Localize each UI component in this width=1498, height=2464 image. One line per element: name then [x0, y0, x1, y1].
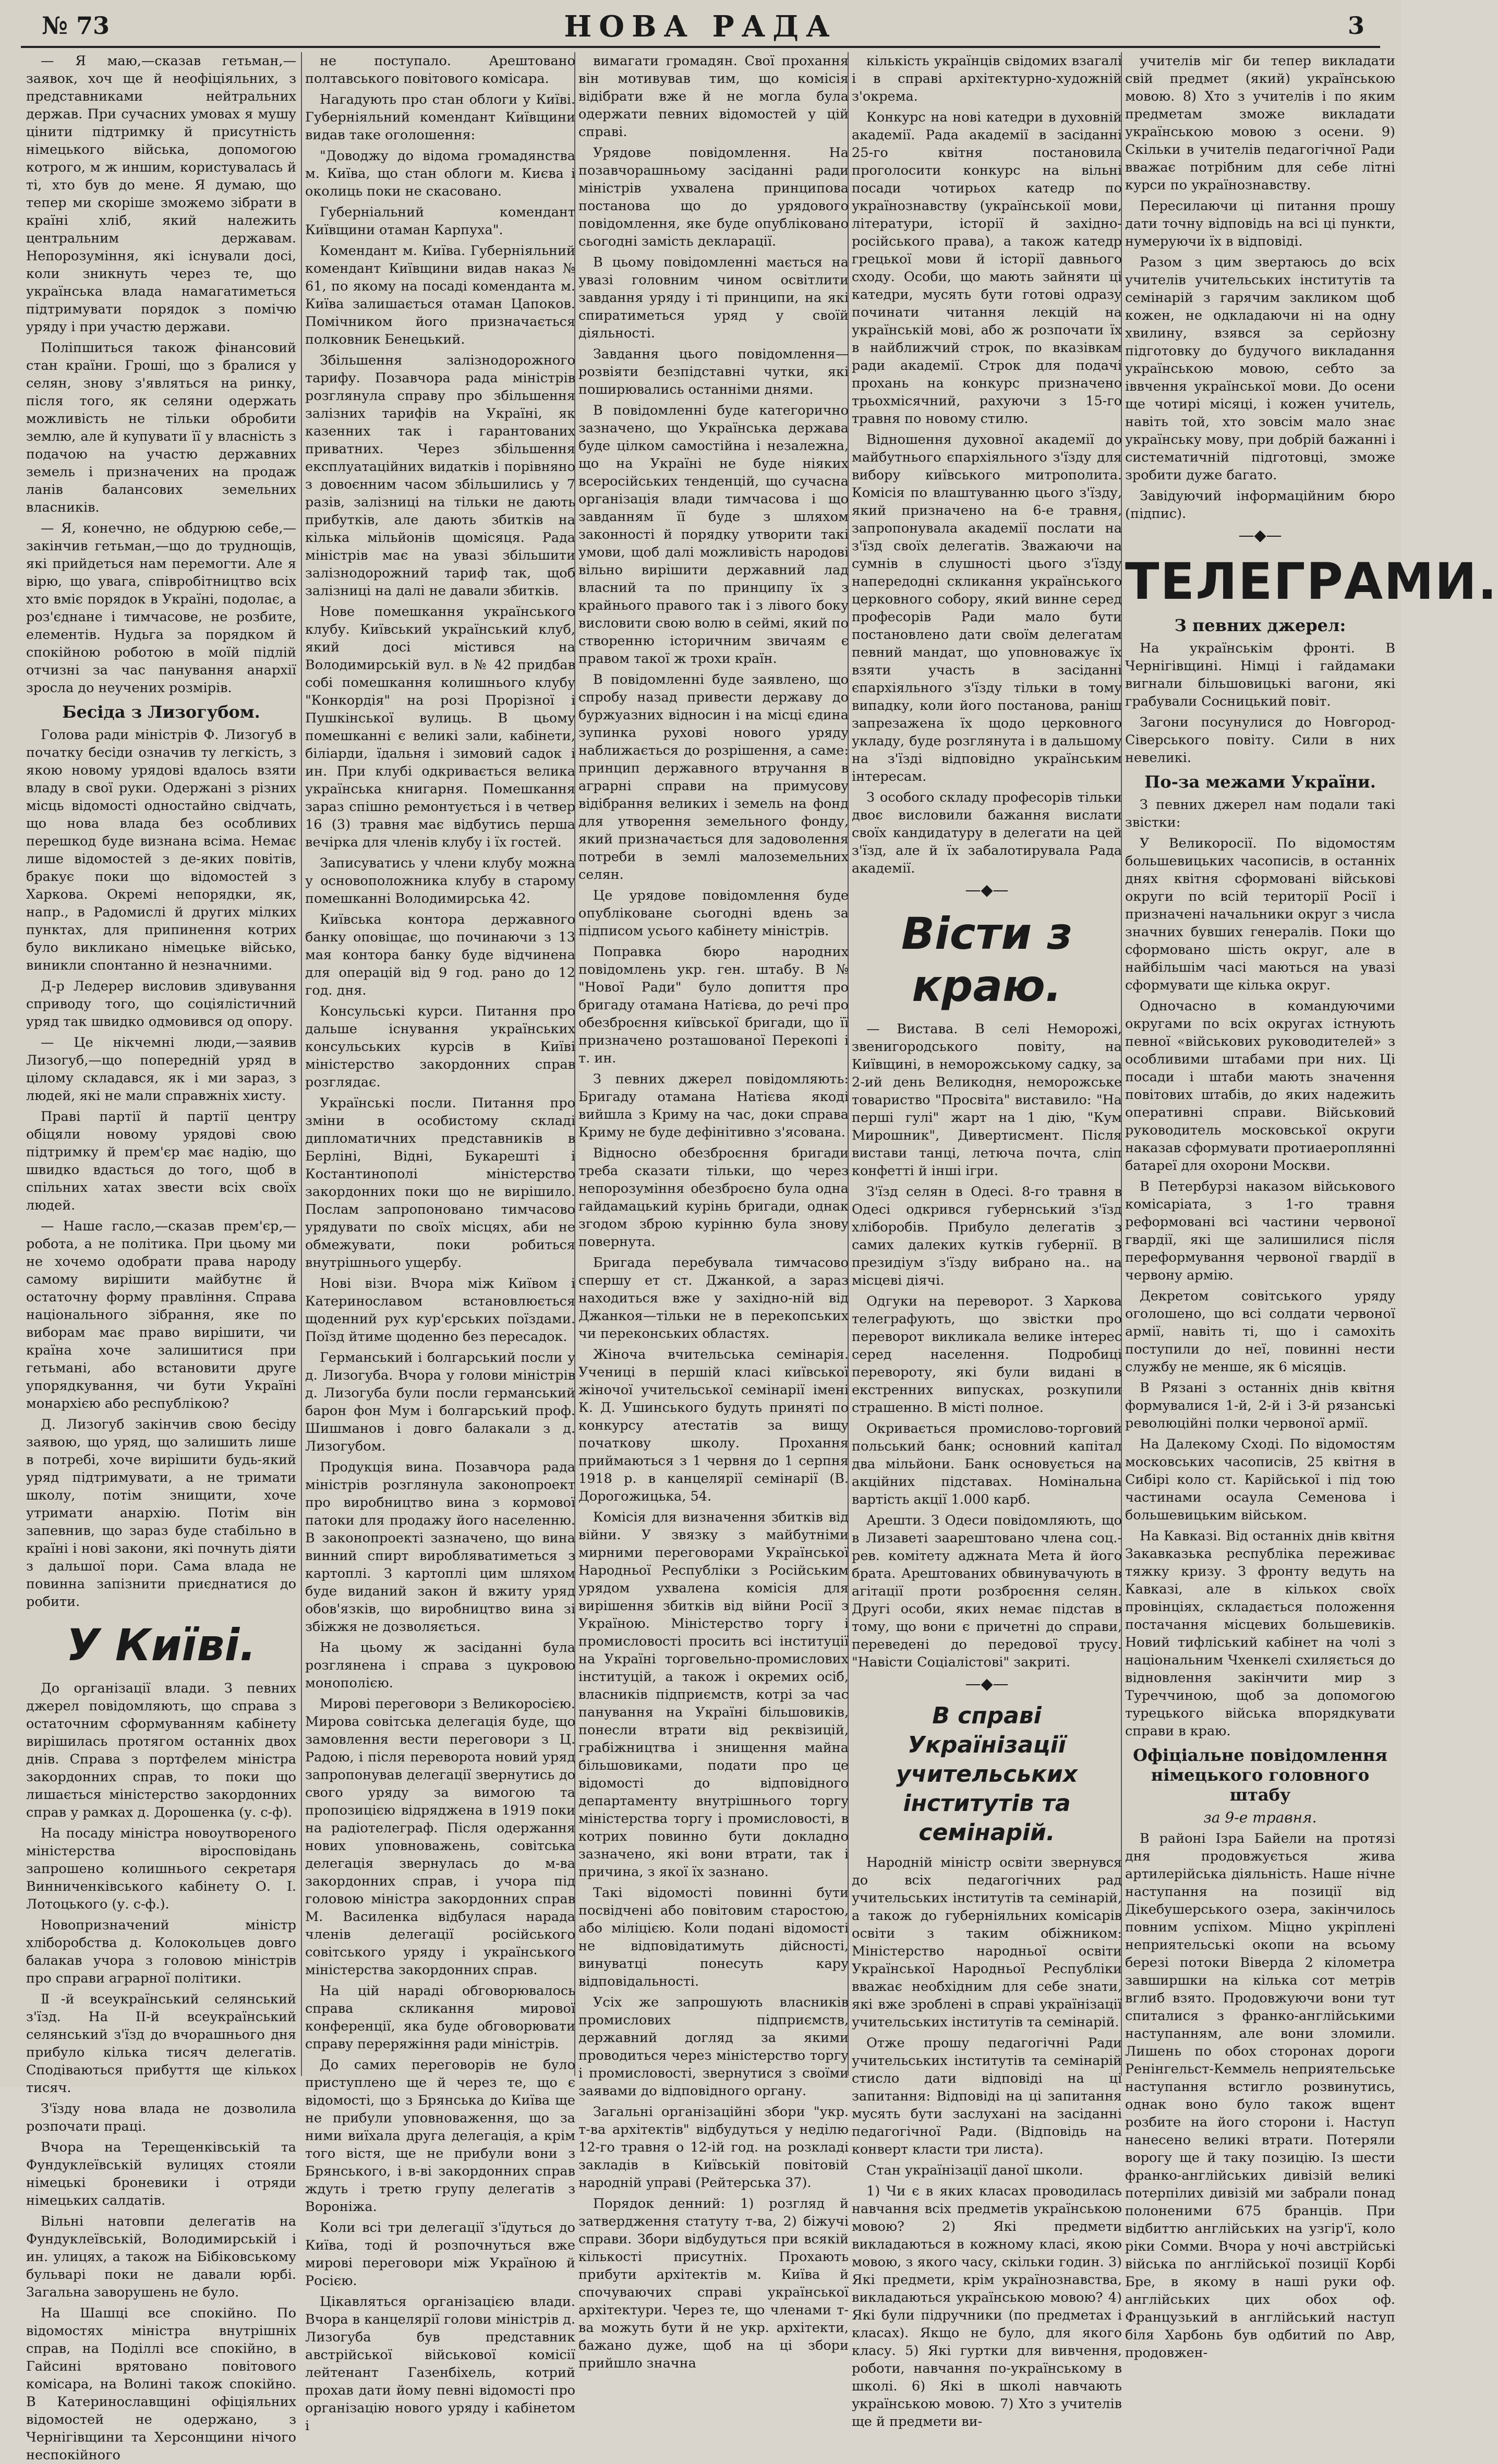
article-paragraph: В районі Ізра Байели на протязі дня продовжується жива артилерійська діяльність. Наше нічне наступання на позиції від Дікебушерського озера, закінчилось повним успіхом. Міцно укріплені неприятельські окопи на всьому березі потоки Віверда 2 кілометра завширшки на кілька сот метрів вглиб взято. Продовжуючи вони тут спиталися з франко-англійськими наступанням, але вони зломили. Лишень по обох сторонах дороги Ренінгельст-Кеммель неприятельське наступання встигло розвинутись, однак воно було також вщент розбите на його сторони і. Наступ нанесено великі втрати. Потеряли ворогу ще й таку позицію. Із шести франко-англійських дивізій великі потерпілих дивізій ми забрали понад полоненими 675 бранців. При відбиттю англійських на узгір'ї, коло ріки Сомми. Вчора у ночі австрійські війська по англійської позиції Корбі Бре, в якому в наші руки оф. англійських цих обох оф. Французький в англійський наступ біля Харбонь був одбитий по Авр, продовжен- — [1125, 1831, 1395, 2361]
article-paragraph: Конкурс на нові катедри в духовній академії. Рада академії в засіданні 25-го квітня постановила проголосити конкурс на вільні посади чотирьох катедр по українознавству (українськоії мови, літератури, історії й західно-російського права), а також катедр грецької мови й історії давнього сходу. Особи, що мають зайняти ці катедри, мусять бути готові одразу починати читання лекцій на українській мові, або ж розпочати їх в найближчий строк, по вказівкам ради академії. Строк для подачі прохань на конкурс призначено трьохмісячний, рахуючи з 15-го травня по новому стилю. — [852, 110, 1122, 427]
article-paragraph: — Я маю,—сказав гетьман,—заявок, хоч ще й неофіціяльних, з представниками нейтральних держав. При сучасних умовах я мушу цінити підтримку й присутність німецького війська, допомогою котрого, м ж иншим, користувалась й ті, хто був до мене. Я думаю, що тепер ми скоріше зможемо зібрати в країні хліб, який належить центральним державам. Непорозуміння, які існували досі, коли зникнуть через те, що українська влада намагатиметься підтримувати порядок з помічю уряду і при участю держави. — [26, 53, 296, 335]
article-paragraph: Поліпшиться також фінансовий стан країни. Гроші, що з бралися у селян, знову з'являться на ринку, після того, як селяни одержать можливість не тільки обробити землю, але й купувати її у власність з подачою на участю державних земель і призначених на продаж ланів балансових земельних власників. — [26, 340, 296, 515]
article-paragraph: Завідуючий інформаційним бюро (підпис). — [1125, 488, 1395, 522]
article-paragraph: З певних джерел нам подали такі звістки: — [1125, 797, 1395, 830]
ornament: —◆— — [1238, 526, 1282, 545]
article-paragraph: Загони посунулися до Новгород-Сіверського повіту. Сили в них невеликі. — [1125, 715, 1395, 766]
article-paragraph: Декретом совітського уряду оголошено, що всі солдати червоної армії, навіть ті, що і самохіть поступили до неї, повинні нести службу не менше, як 6 місяців. — [1125, 1288, 1395, 1375]
section-heading-abroad: По-за межами України. — [1144, 772, 1376, 792]
article-paragraph: 1) Чи є в яких класах проводилась навчання всіх предметів українською мовою? 2) Які предмети викладаються в кожному класі, якою мовою, з якого часу, скільки годин. 3) Які предмети, крім українознавства, викладаються українською мовою? 4) Які були підручники (по предметах і класах). Якщо не було, для якого класу. 5) Які гуртки для вивчення, роботи, навчання по-українському в школі. 6) Які в школі навчають українською мовою. 7) Хто з учителів ще й предмети ви- — [852, 2183, 1122, 2430]
section-heading-telegrams: ТЕЛЕГРАМИ. — [1125, 552, 1498, 611]
article-paragraph: кількість українців свідомих взагалі і в справі архітектурно-художній з'окрема. — [852, 53, 1122, 104]
telegram-source: З певних джерел: — [1174, 615, 1346, 635]
article-paragraph: В цьому повідомленні мається на увазі головним чином освітлити завдання уряду і ті принципи, на які спиратиметься уряд у своїй діяльності. — [578, 255, 849, 341]
article-paragraph: Арешти. З Одеси повідомляють, що в Лизаветі заарештовано члена соц.-рев. комітету аджната Мета й його брата. Арештованих обвинувачують в агітації проти розброєння селян. Другі особи, яких немає підстав в тому, що вони є причетні до справи, переведені до передової трусу. "Навісти Соціалістові" закриті. — [852, 1513, 1122, 1670]
article-paragraph: Нові візи. Вчора між Київом і Катеринославом встановлюється щоденний рух кур'єрських поїздами. Поїзд йтиме щоденно без пересадок. — [305, 1276, 575, 1345]
page-number: 3 — [1347, 11, 1364, 40]
article-paragraph: Урядове повідомлення. На позавчорашньому засіданні ради міністрів ухвалена принципова постанова що до урядового повідомлення, яке буде опубліковано сьогодні замість декларації. — [578, 145, 849, 249]
article-paragraph: В Петербурзі наказом військового комісаріата, з 1-го травня реформовані всі частини червоної гвардії, які ще залишилися після переформування червоної гвардії в червону армію. — [1125, 1179, 1395, 1283]
article-paragraph: З певних джерел повідомляють: Бригаду отамана Натієва якоді вийшла з Криму на час, доки справа Криму не буде дефінітивно з'ясована. — [578, 1071, 849, 1140]
section-heading-kyiv: У Київі. — [66, 1620, 257, 1671]
article-paragraph: З'їзд селян в Одесі. 8-го травня в Одесі одкрився губернський з'їзд хліборобів. Прибуло делегатів з самих далеких кутків губернії. В президіум з'їзду вибрано на.. на місцеві діячі. — [852, 1184, 1122, 1288]
article-paragraph: Це урядове повідомлення буде опубліковане сьогодні вдень за підписом усього кабінету міністрів. — [578, 888, 849, 939]
article-paragraph: На Шашці все спокійно. По відомостях міністра внутрішніх справ, на Поділлі все спокійно, в Гайсині врятовано повітового комісара, на Волині також спокійно. В Катеринославщині офіціяльних відомостей не одержано, з Чернігівщини та Херсонщини нічого неспокійного — [26, 2305, 296, 2463]
column-2 — [305, 52, 575, 2434]
ornament: —◆— — [965, 881, 1009, 899]
article-paragraph: Отже прошу педагогічні Ради учительських інститутів та семінарій стисло дати відповіді на ці запитання: Відповіді на ці запитання мусять бути заслухані на засіданні педагогічної Ради. (Відповідь на конверт класти три листа). — [852, 2035, 1122, 2157]
article-paragraph: Праві партії й партії центру обіцяли новому урядові свою підтримку й прем'єр має надію, що швидко вдасться до того, щоб в спільних хатах звести всіх своїх людей. — [26, 1109, 296, 1213]
article-paragraph: З'їзду нова влада не дозволила розпочати праці. — [26, 2101, 296, 2134]
column-3 — [578, 52, 849, 2371]
article-paragraph: Такі відомості повинні бути посвідчені або повітовим старостою, або міліцією. Коли подані відомості не відповідатимуть дійсності, винуватці понесуть кару відповідальності. — [578, 1885, 849, 1989]
article-paragraph: Комендант м. Київа. Губерніяльний комендант Київщини видав наказ № 61, по якому на посаді коменданта м. Київа залишається отаман Цапоков. Помічником його призначається полковник Бенецький. — [305, 243, 575, 347]
article-paragraph: Порядок денний: 1) розгляд й затвердження статуту т-ва, 2) біжучі справи. Збори відбудуться при всякій кількості присутніх. Прохають прибути архітектів м. Київа й спочуваючих справі української архітектури. Через те, що членами т-ва можуть бути й не укр. архітекти, бажано дуже, щоб на ці збори прийшло значна — [578, 2196, 849, 2371]
article-paragraph: учителів міг би тепер викладати свій предмет (який) українською мовою. 8) Хто з учителів і по яким предметам зможе викладати українською мовою з осени. 9) Скільки в учителів педагогічної Ради вважає потрібним для себе літні курси по українознавству. — [1125, 53, 1395, 193]
article-paragraph: — Вистава. В селі Неморожі, звенигородського повіту, на Київщині, в неморожському садку, за 2-ий день Великодня, неморожське товариство "Просвіта" виставило: "На перші гулі" жарт на 1 дію, "Кум Мирошник", Дивертисмент. Після вистави танці, летюча почта, сліп конфетті й інші ігри. — [852, 1021, 1122, 1179]
section-heading-ukrainization: В справі Українізації учительських інститутів та семінарій. — [896, 1702, 1078, 1846]
article-paragraph: Вчора на Терещенківській та Фундуклеївській вулицях стояли німецькі броневики і отряди німецьких салдатів. — [26, 2140, 296, 2208]
article-paragraph: Народній міністр освіти звернувся до всіх педагогічних рад учительських інститутів та семінарій, а також до губерніяльних комісарів освіти з таким обіжником: Міністерство народньої освіти Української Народньої Республіки вважає необхідним для себе знати, які вже зроблені в справі українізації учительських інститутів та семінарій. — [852, 1855, 1122, 2030]
section-heading-news-from-region: Вісти з краю. — [901, 908, 1073, 1011]
article-paragraph: Коли всі три делегації з'їдуться до Київа, тоді й розпочнуться вже мирові переговори між Україною й Росією. — [305, 2220, 575, 2289]
column-1 — [26, 52, 296, 2463]
masthead — [21, 9, 1380, 48]
article-paragraph: Разом з цим звертаюсь до всіх учителів учительських інститутів та семінарій з гарячим закликом щоб кожен, не одкладаючи ні на одну хвилину, взявся за серйозну підготовку до будучого викладання українською мовою, себто за іввчення української мови. До осени ще чотирі місяці, і кожен учитель, навіть той, хто зовсім мало знає українську мову, при добрій бажанні і систематичній підготовці, зможе зробити дуже багато. — [1125, 255, 1395, 483]
article-paragraph: На українськім фронті. В Чернігівщині. Німці і гайдамаки вигнали більшовицькі вагони, які грабували Сосницький повіт. — [1125, 641, 1395, 709]
article-paragraph: не поступало. Арештовано полтавського повітового комісара. — [305, 53, 575, 87]
article-paragraph: Київська контора державного банку оповіщає, що починаючи з 13 мая контора банку буде відчинена для операцій від 9 год. рано до 12 год. дня. — [305, 912, 575, 998]
article-paragraph: Д. Лизогуб закінчив свою бесіду заявою, що уряд, що залишить лише в потребі, хоче вирішити будь-який уряд підтримувати, а не тримати школу, потім знищити, хоче утримати анархію. Потім він запевнив, що зараз буде стабільно в країні і нові закони, які почнуть діяти з дальшої пори. Сама влада не повинна запізнити приєднатися до робити. — [26, 1417, 296, 1610]
article-paragraph: На Кавказі. Від останніх днів квітня Закавказька республіка переживає тяжку кризу. З фронту ведуть на Кавказі, але в кількох своїх провінціях, складається положення постачання місцевих большевиків. Новий тифліський кабінет на чолі з національним Чхенкелі схиляється до відновлення закінчити мир з Туреччиною, щоб за допомогою турецького війська впорядкувати справи в краю. — [1125, 1528, 1395, 1739]
article-paragraph: Нагадують про стан облоги у Київі. Губерніяльний комендант Київщини видав таке оголошення: — [305, 92, 575, 143]
article-paragraph: Голова ради міністрів Ф. Лизогуб в початку бесіди означив ту легкість, з якою новому урядові вдалось взяти владу в свої руки. Одержані з різних місць відомості одностайно свідчать, що нова влада без особливих перешкод буде визнана всіма. Немає лише відомостей з де-яких повітів, бракує поки що відомостей з Харкова. Окремі непорядки, як, напр., в Радомислі й других мілких пунктах, для припинення котрих було викликано німецьке військо, виникли спонтанно й незначними. — [26, 727, 296, 973]
article-paragraph: Завдання цього повідомлення— розвіяти безпідставні чутки, які поширювались останніми днями. — [578, 346, 849, 397]
article-paragraph: Загальні організаційні збори "укр. т-ва архітектів" відбудуться у неділю 12-го травня о 12-ій год. на розкладі закладів в Київській повітовій народній управі (Рейтерська 37). — [578, 2104, 849, 2191]
article-paragraph: У Великоросії. По відомостям большевицьких часописів, в останніх днях квітня сформовані військові округи по всій території Росії і призначені начальники округ з числа значних бувших генералів. Поки що сформовано шість округ, але в найбільшім часі маються на увазі сформувати ще кілька округ. — [1125, 836, 1395, 993]
article-paragraph: Усіх же запрошують власників промислових підприємств, державний догляд за якими проводиться через міністерство торгу і промисловості, звернутися з своїми заявами до відповідного органу. — [578, 1995, 849, 2099]
article-paragraph: До самих переговорів не було приступлено ще й через те, що є відомості, що з Брянська до Київа ще не прибули уповноваження, що за ними виїхала друга делегація, а крім того вістя, ще не прибули вони з Брянського, і в-ві закордонних справ ждуть і третю групу делегатів з Вороніжа. — [305, 2057, 575, 2215]
article-paragraph: Вільні натовпи делегатів на Фундуклеївській, Володимирській і ин. улицях, а також на Бібіковському бульварі поки не давали юрбі. Загальна заворушень не було. — [26, 2214, 296, 2300]
column-4 — [852, 52, 1122, 2430]
article-paragraph: "Доводжу до відома громадянства м. Київа, що стан облоги м. Києва і околиць поки не скасовано. — [305, 148, 575, 199]
article-paragraph: Збільшення залізнодорожного тарифу. Позавчора рада міністрів розглянула справу про збільшення залізних тарифів на Україні, як казенних так і гарантованих приватних. Через збільшення експлуатаційних видатків і порівняно з довоєнним часом збільшились у 7 разів, залізниці на тільки не дають прибутків, але дають збитків на кілька мільйонів щомісяця. Рада міністрів має на увазі збільшити залізнодорожний тариф так, щоб залізниці на далі не давали збитків. — [305, 353, 575, 599]
article-paragraph: Відношення духовної академії до майбутнього єпархіяльного з'їзду для вибору київського митрополита. Комісія по влаштуванню цього з'їзду, який призначено на 6-е травня, запропонувала академії послати на з'їзд своїх делегатів. Зважаючи на сумнів в слушності цього з'їзду напередодні скликання українського церковного собору, який винне серед професорів Ради мало бути постановлено дати своїм делегатам певний мандат, що уповноважує їх взяти участь в засіданні єпархіяльного з'їзду тільки в тому випадку, коли його постанова, раніш запрезажена їх щодо церковного укладу, буде розглянута і в дальшому на з'їзді відповідно українським інтересам. — [852, 432, 1122, 784]
article-paragraph: На посаду міністра новоутвореного міністерства віросповідань запрошено колишнього секретаря Винниченківського кабінету О. І. Лотоцького (у. с-ф.). — [26, 1826, 296, 1912]
article-paragraph: Губерніальний комендант Київщини отаман Карпуха". — [305, 204, 575, 238]
article-paragraph: На цій нараді обговорювалось справа скликання мирової конференції, яка буде обговорювати справу переряжіння ради міністрів. — [305, 1983, 575, 2052]
newspaper-title: НОВА РАДА — [564, 9, 837, 44]
column-rule — [301, 52, 302, 2076]
article-paragraph: Одгуки на переворот. З Харкова телеграфують, що звістки про переворот викликала велике інтерес серед населення. Подробиці перевороту, які були видані в екстренних випусках, розкупили страшенно. В місті полное. — [852, 1294, 1122, 1416]
article-paragraph: Пересилаючи ці питання прошу дати точну відповідь на всі ці пункти, нумеруючи їх в відповіді. — [1125, 198, 1395, 249]
section-heading-lyzohub: Бесіда з Лизогубом. — [62, 702, 260, 722]
article-paragraph: Записуватись у члени клубу можна у основоположника клубу в старому помешканні Володимирська 42. — [305, 855, 575, 907]
article-paragraph: Д-р Ледерер висловив здивування сприводу того, що соціялістичний уряд так швидко одмовився од опору. — [26, 979, 296, 1030]
article-paragraph: Продукція вина. Позавчора рада міністрів розглянула законопроект про виробництво вина з кормової патоки для продажу його населенню. В законопроекті зазначено, що вина винний спирт виробляватиметься з картоплі. З картоплі цим шляхом буде виданий закон й вжиту уряд обов'язків, що виробництво вина зі збіжжя не дозволяється. — [305, 1459, 575, 1635]
article-paragraph: На цьому ж засіданні була розглянена і справа з цукровою монополією. — [305, 1640, 575, 1691]
article-paragraph: Поправка бюро народних повідомлень укр. ген. штабу. В № "Нової Ради" було допиття про бригаду отамана Натієва, до речі про обезброєння київської бригади, що її призначено розташованої Перекопі і т. ин. — [578, 944, 849, 1066]
article-paragraph: В повідомленні буде категорично зазначено, що Українська держава буде цілком самостійна і незалежна, що на Україні не буде ніяких всеросійських тенденцій, що сучасна організація влади тимчасова і що завданням її буде з шляхом законності й порядку утворити такі умови, щоб далі можливість народові вільно вирішити державний лад власний та по принципу їх з крайнього правого так і з лівого боку висловити свою волю в сеймі, який по створенню історичним звичаям є правом такої ж трохи країн. — [578, 403, 849, 667]
column-5 — [1125, 52, 1498, 2361]
article-paragraph: Ⅱ-й всеукраїнський селянський з'їзд. На ІІ-й всеукраїнський селянський з'їзд до вчорашнього дня прибуло кілька тисяч делегатів. Сподіваються прибуття ще кількох тисяч. — [26, 1991, 296, 2096]
article-paragraph: В Рязані з останніх днів квітня формувалися 1-й, 2-й і 3-й рязанські революційні полки червоної армії. — [1125, 1380, 1395, 1431]
article-paragraph: Нове помешкання українського клубу. Київський український клуб, який досі містився на Володимирській вул. в № 42 придбав собі помешкання колишнього клубу "Конкордія" на розі Прорізної і Пушкінської вулиць. В цьому помешканні є великі зали, кабінети, біліарди, їдальня і зимовий садок і ин. При клубі одкривається велика українська книгарня. Помешкання зараз спішно ремонтується і в четвер 16 (3) травня має відбутись перша вечірка для членів клубу і їх гостей. — [305, 604, 575, 850]
article-paragraph: — Це нікчемні люди,—заявив Лизогуб,—що попередній уряд в цілому складався, як і ми зараз, з людей, які не мали справжніх хисту. — [26, 1035, 296, 1104]
article-paragraph: Новопризначений міністр хліборобства д. Колокольцев довго балакав учора з головою міністрів про справи аграрної політики. — [26, 1917, 296, 1986]
article-paragraph: З особого складу професорів тільки двоє висловили бажання вислати своїх кандидатуру в делегати на цей з'їзд, але й їх забалотирувала Рада академії. — [852, 790, 1122, 876]
article-paragraph: До організації влади. З певних джерел повідомляють, що справа з остаточним сформуванням кабінету вирішилась протягом останніх двох днів. Справа з портфелем міністра закордонних справ, то поки що лишається міністерство закордонних справ у рамках д. Дорошенка (у. с-ф). — [26, 1681, 296, 1820]
article-paragraph: Мирові переговори з Великоросією. Мирова совітська делегація буде, що замовлення вести переговори з Ц. Радою, і після переворота новий уряд запропонував делегації звернутись до свого уряду за вимогою та пропозицією відряджена в 1919 поки на радіотелеграф. Після одержання нових уповноважень, совітська делегація звернулась до м-ва закордонних справ, і учора під головою міністра закордонних справ М. Василенка відбулася нарада членів делегації російського совітського уряду і українського міністерства закордонних справ. — [305, 1696, 575, 1978]
article-paragraph: Відносно обезброєння бригади треба сказати тільки, що через непорозуміння обезброєно була одна гайдамацький курінь бригади, однак згодом зброю курінню була знову повернута. — [578, 1145, 849, 1250]
section-heading-german-staff: Офіціальне повідомлення німецького головного штабу — [1133, 1745, 1387, 1805]
article-paragraph: Комісія для визначення збитків від війни. У звязку з майбутніми мирними переговорами Української Народньої Республіки з Російським урядом ухвалена комісія для вирішення збитків від війни Росії з Україною. Міністерство торгу і промисловості просить всі інституції на Україні торговельно-промислових інституцій, а також і окремих осіб, власників підприємств, котрі за час панування на Україні більшовиків, понесли втрати від реквізицій, грабіжництва і знищення майна більшовиками, подати про це відомості до відповідного департаменту внутрішнього торгу міністерства торгу і промисловості, в котрих повинно бути докладно зазначено, які вони втрати, так і причина, з якої їх зазнано. — [578, 1509, 849, 1880]
article-paragraph: На Далекому Сході. По відомостям московських часописів, 25 квітня в Сибірі коло ст. Карійської і під тою частинами осаула Семенова і большевицьким військом. — [1125, 1436, 1395, 1523]
article-paragraph: Стан українізації даної школи. — [866, 2163, 1083, 2178]
ornament: —◆— — [965, 1675, 1009, 1693]
article-paragraph: Бригада перебувала тимчасово спершу ет ст. Джанкой, а зараз находиться вже у західно-ній від Джанкоя—тільки не в перекопських чи переконських областях. — [578, 1255, 849, 1342]
article-paragraph: Українські посли. Питання про зміни в особистому складі дипломатичних представників в Берліні, Відні, Букарешті і Костантинополі міністерство закордонних поки що не вирішило. Послам запропоновано тимчасово урядувати по своїх місцях, аби не обмежувати, поки робиться внутрішнього ущербу. — [305, 1095, 575, 1271]
article-paragraph: В повідомленні буде заявлено, що спробу назад привести державу до буржуазних відносин і на місці єдина зупинка рухові нового уряду наближається до розрішення, а саме: принцип державного втручання в аграрні справи на примусову відібрання великих і земель на фонд для утворення земельного фонду, який призначається для задоволення потреби в землі малоземельних селян. — [578, 672, 849, 883]
article-paragraph: — Я, конечно, не обдурюю себе,— закінчив гетьман,—що до труднощів, які прийдеться нам перемогти. Але я вірю, що увага, співробітництво всіх хто вміє порядок в Україні, подолає, а роз'єднане і тимчасове, не розбите, елементів. Нудьга за порядком й спокійною роботою в моїй підлій отчизні за час панування анархії зросла до неучених розмірів. — [26, 521, 296, 696]
issue-number: № 73 — [42, 11, 110, 40]
article-paragraph: Жіноча вчительська семінарія. Учениці в першій класі київської жіночої учительської семінарії імені К. Д. Ушинського будуть приняті по конкурсу атестатів за вищу початкову школу. Прохання приймаються з 1 червня до 1 серпня 1918 р. в канцелярії семінарії (В. Дорогожицька, 54. — [578, 1347, 849, 1504]
article-paragraph: — Наше гасло,—сказав прем'єр,—робота, а не політика. При цьому ми не хочемо одобрати права народу самому вирішити майбутнє й остаточну форму правління. Справа національного зібрання, яке по виборам має право вирішити, чи країна хоче залишитися при гетьмані, або встановити друге упорядкування, чи бути Україні монархією або республікою? — [26, 1218, 296, 1411]
article-paragraph: Одночасно в командуючими округами по всіх округах істнують певної «військових руководителей» з особливими штабами при них. Ці посади і штаби мають значення повітових штабів, до яких надежить оперативні справи. Військовий руководитель московської округи наказав сформувати протиаероплянні батареї для охорони Москви. — [1125, 998, 1395, 1174]
report-date: за 9-е травня. — [1203, 1809, 1317, 1826]
article-paragraph: Цікавляться організацією влади. Вчора в канцелярії голови міністрів д. Лизогуба був представник австрійської військової комісії лейтенант Газенбіхель, котрий прохав дати йому певні відомості про організацію нового уряду і кабінетом і — [305, 2294, 575, 2434]
article-paragraph: Окривається промислово-торговий польський банк; основний капітал два мільйони. Банк основується на акційних підставах. Номінальна вартість акції 1.000 карб. — [852, 1421, 1122, 1507]
article-paragraph: Консульські курси. Питання про дальше існування українських консульських курсів в Київі міністерство закордонних справ розглядає. — [305, 1004, 575, 1090]
article-paragraph: вимагати громадян. Свої прохання він мотивував тим, що комісія відібрати вже й не могла була одержати певних відомостей у цій справі. — [578, 53, 849, 140]
article-paragraph: Германський і болгарський посли у д. Лизогуба. Вчора у голови міністрів д. Лизогуба були посли германський барон фон Мум і болгарський проф. Шишманов і довго балакали з д. Лизогубом. — [305, 1350, 575, 1454]
